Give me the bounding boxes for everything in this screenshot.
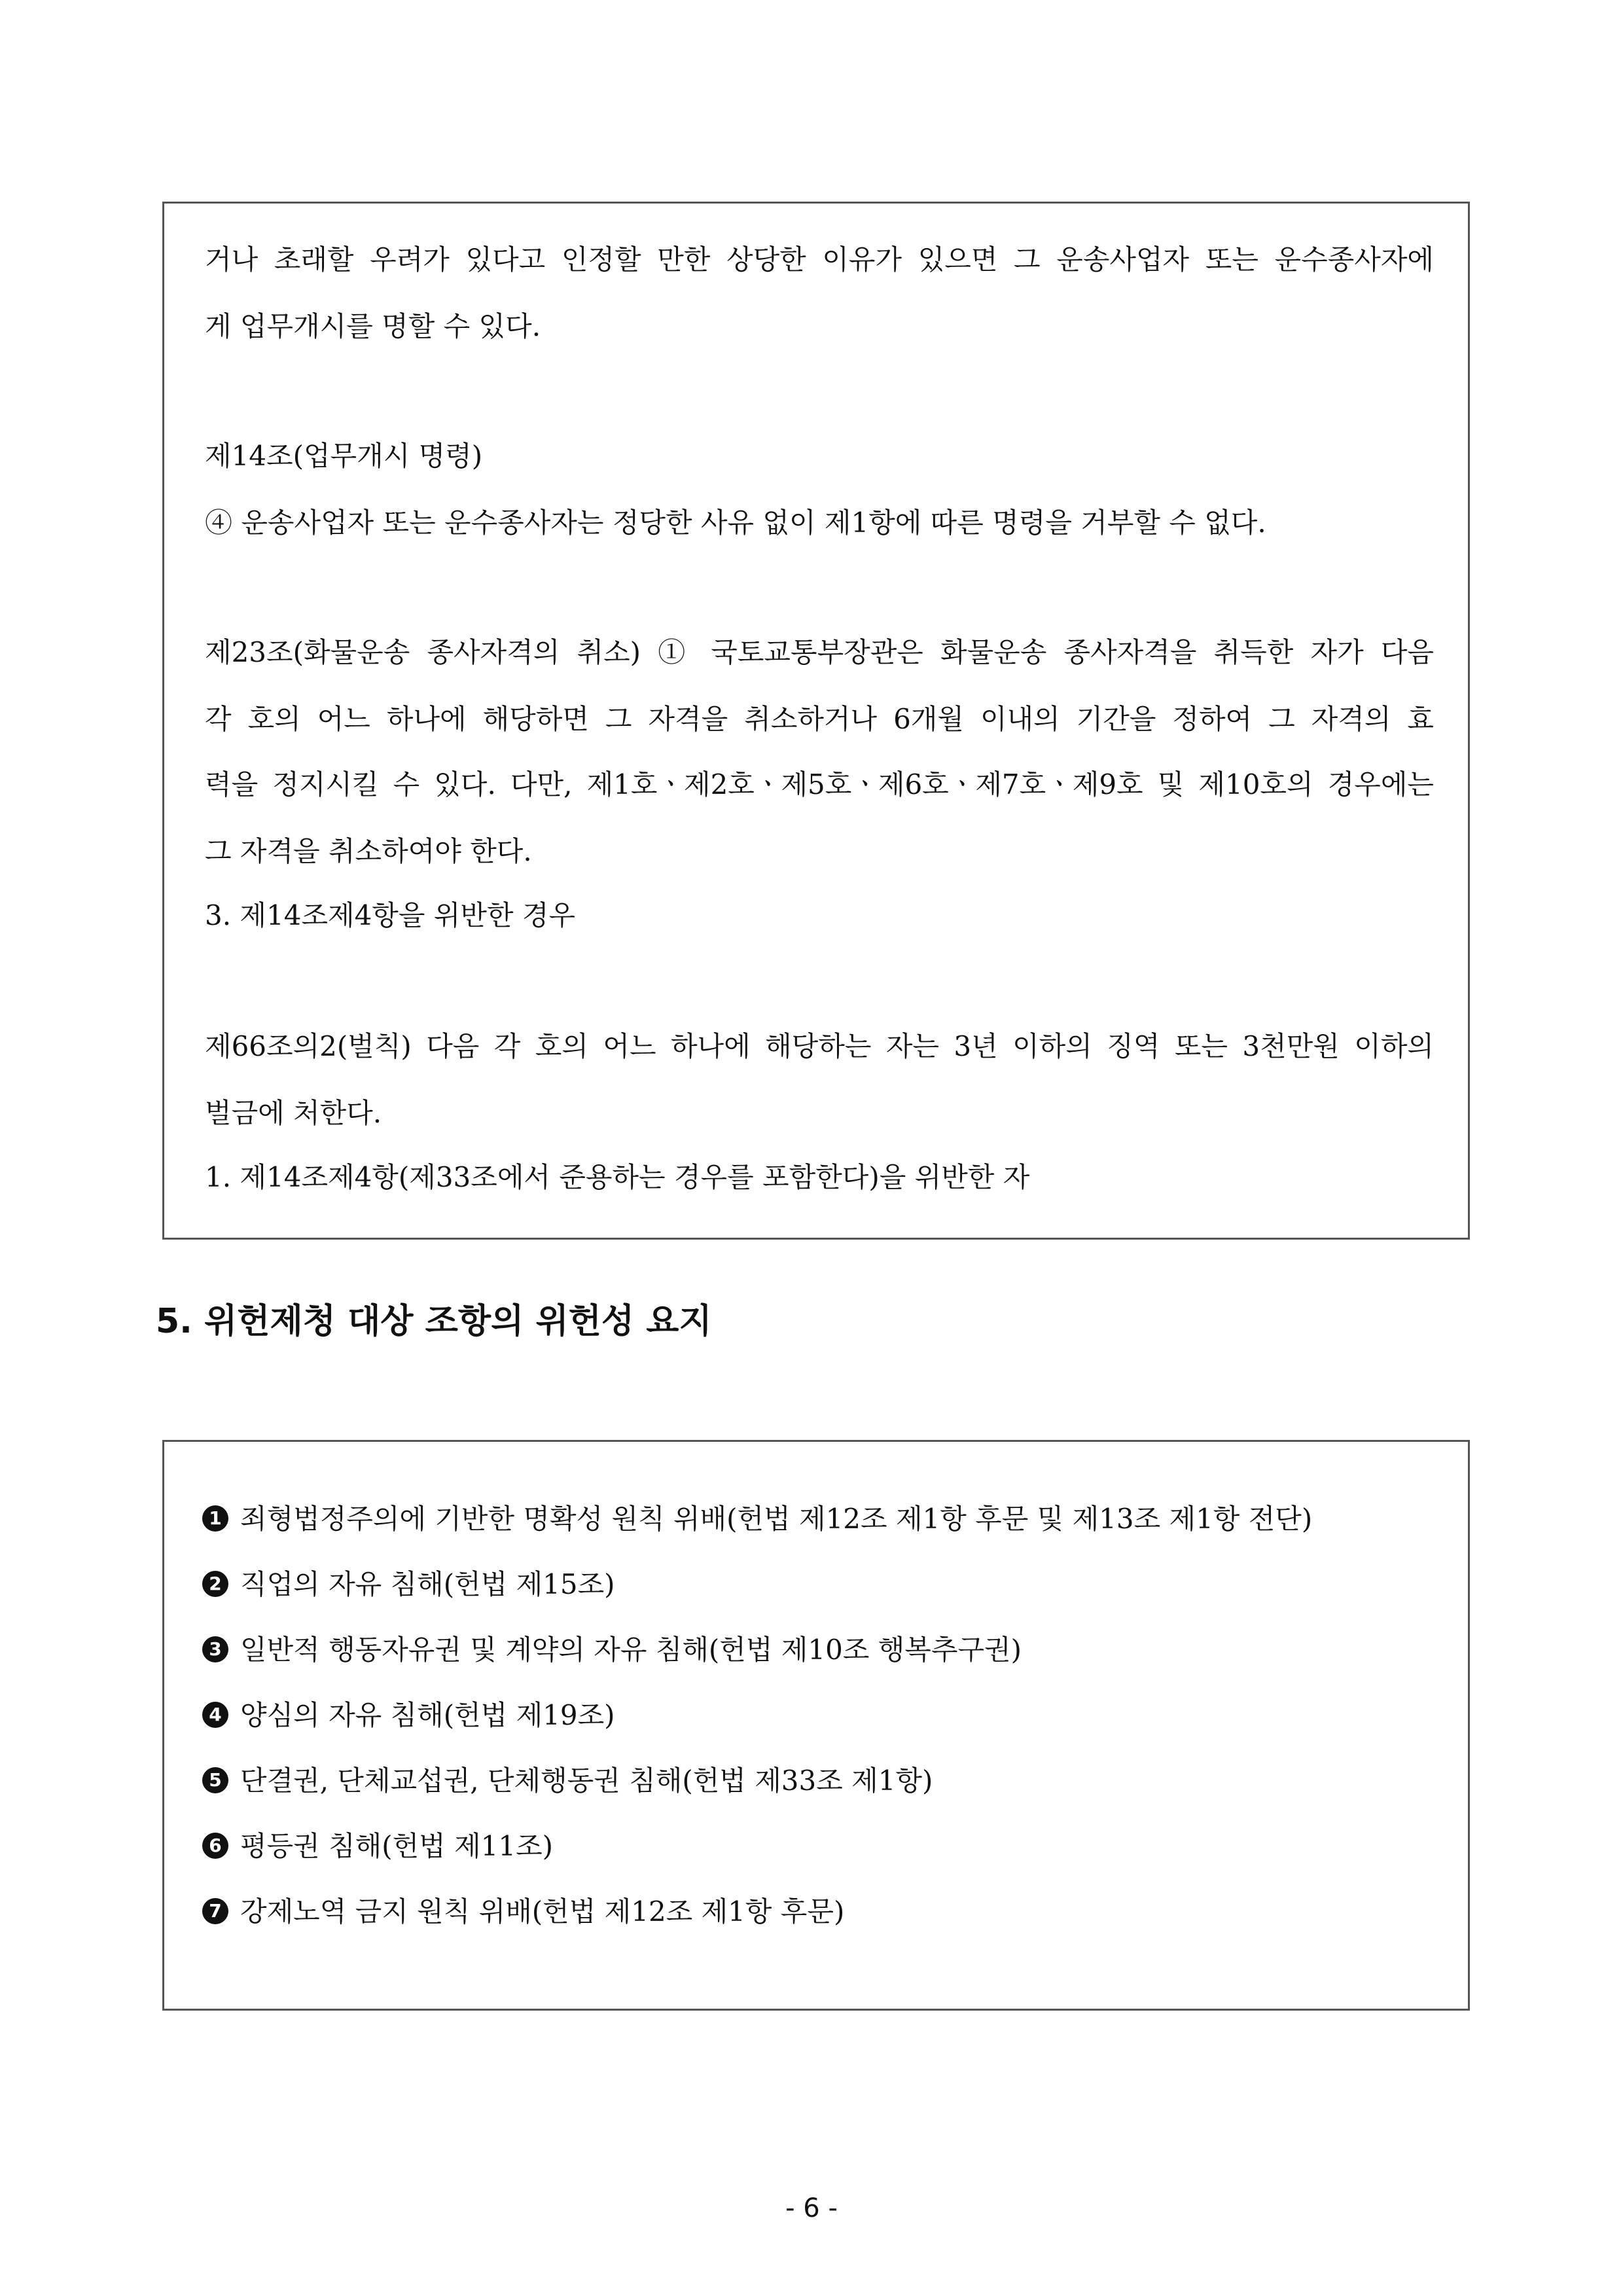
article-23-line: 력을 정지시킬 수 있다. 다만, 제1호ㆍ제2호ㆍ제5호ㆍ제6호ㆍ제7호ㆍ제9호 및 제10호의 경우에는: [205, 768, 1434, 800]
summary-item: [202, 1565, 615, 1604]
number-badge-icon: 7: [202, 1898, 228, 1924]
statute-excerpt-box: [162, 202, 1470, 1240]
article-23-line: 각 호의 어느 하나에 해당하면 그 자격을 취소하거나 6개월 이내의 기간을 정하여 그 자격의 효: [205, 703, 1434, 735]
summary-item-text: 일반적 행동자유권 및 계약의 자유 침해(헌법 제10조 행복추구권): [240, 1634, 1022, 1666]
article-14-title: 제14조(업무개시 명령): [205, 440, 483, 472]
summary-item: [202, 1630, 1022, 1670]
article-23-line: 제23조(화물운송 종사자격의 취소) ① 국토교통부장관은 화물운송 종사자격을 취득한 자가 다음: [205, 636, 1434, 668]
number-badge-icon: 4: [202, 1702, 228, 1728]
article-14-paragraph-4: ④ 운송사업자 또는 운수종사자는 정당한 사유 없이 제1항에 따른 명령을 거부할 수 없다.: [205, 507, 1266, 539]
summary-item-text: 강제노역 금지 원칙 위배(헌법 제12조 제1항 후문): [240, 1895, 845, 1928]
number-badge-icon: 2: [202, 1571, 228, 1597]
summary-item-text: 죄형법정주의에 기반한 명확성 원칙 위배(헌법 제12조 제1항 후문 및 제13조 제1항 전단): [240, 1503, 1313, 1535]
summary-item: [202, 1499, 1312, 1539]
article-23-item-3: 3. 제14조제4항을 위반한 경우: [205, 899, 576, 931]
summary-item: [202, 1892, 844, 1931]
article-23-line: 그 자격을 취소하여야 한다.: [205, 835, 532, 867]
summary-item: [202, 1696, 615, 1735]
summary-item: [202, 1827, 553, 1866]
summary-item-text: 양심의 자유 침해(헌법 제19조): [240, 1699, 615, 1731]
article-66-2-item-1: 1. 제14조제4항(제33조에서 준용하는 경우를 포함한다)을 위반한 자: [205, 1161, 1030, 1193]
statute-line: 게 업무개시를 명할 수 있다.: [205, 310, 541, 342]
summary-item-text: 단결권, 단체교섭권, 단체행동권 침해(헌법 제33조 제1항): [240, 1765, 933, 1797]
article-66-2-line: 벌금에 처한다.: [205, 1097, 382, 1129]
unconstitutionality-summary-box: [162, 1440, 1470, 2011]
number-badge-icon: 6: [202, 1833, 228, 1859]
statute-line: 거나 초래할 우려가 있다고 인정할 만한 상당한 이유가 있으면 그 운송사업자 또는 운수종사자에: [205, 243, 1434, 276]
number-badge-icon: 3: [202, 1636, 228, 1662]
number-badge-icon: 1: [202, 1505, 228, 1532]
page-number: - 6 -: [785, 2193, 838, 2223]
summary-item-text: 직업의 자유 침해(헌법 제15조): [240, 1568, 615, 1600]
number-badge-icon: 5: [202, 1767, 228, 1793]
summary-item: [202, 1761, 933, 1801]
article-66-2-line: 제66조의2(벌칙) 다음 각 호의 어느 하나에 해당하는 자는 3년 이하의 징역 또는 3천만원 이하의: [205, 1030, 1434, 1062]
section-heading: 5. 위헌제청 대상 조항의 위헌성 요지: [156, 1302, 712, 1341]
summary-item-text: 평등권 침해(헌법 제11조): [240, 1830, 554, 1862]
